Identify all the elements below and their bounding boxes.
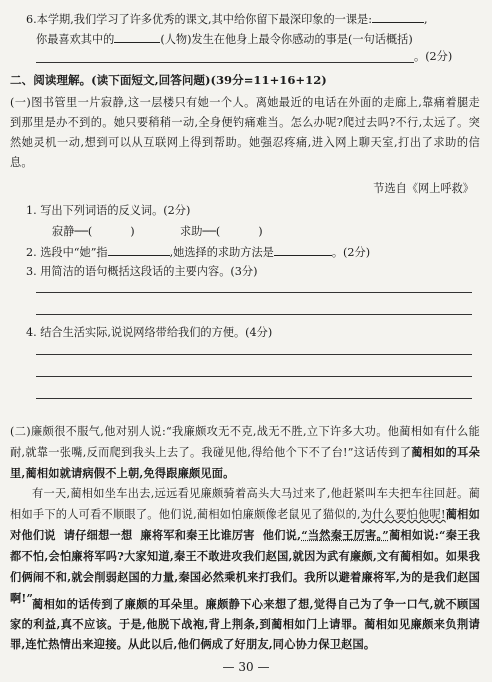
q1-close-2: ) [258,225,263,238]
passage-1 [10,93,480,181]
q1-word-2: 求助──( [180,225,221,238]
q6-line2 [36,30,413,47]
passage-2-p2-bold-5: 蔺相如说:“秦王我都不怕,会怕廉将军吗?大家知道,秦王不敢进攻我们赵国,就因为武有廉颇,文有蔺相如。如果我们俩闹不和,就会削弱赵国的力量,秦国必然乘机来打我们。我所以避着廉将军,为的是我们赵国啊!” [10,528,480,605]
passage-2-p2-bold-2: 请仔细想一想 [63,528,133,542]
q3-answer-line-2[interactable] [36,314,472,315]
q6-blank-person[interactable] [114,30,160,43]
passage-2-p3: 蔺相如的话传到了廉颇的耳朵里。廉颇静下心来想了想,觉得自己为了争一口气,就不顾国家的利益,真不应该。于是,他脱下战袍,背上荆条,到蔺相如门上请罪。蔺相如见廉颇来负荆请罪,连忙热情出来迎接。从此以后,他们俩成了好朋友,同心协力保卫赵国。 [10,597,480,651]
q6-blank-lesson[interactable] [372,10,424,23]
q3-answer-line-1[interactable] [36,292,472,293]
q6-comma: , [424,13,428,26]
section-2-header: 二、阅读理解。(读下面短文,回答问题)(39分=11+16+12) [10,73,327,87]
passage-1-label: (一) [10,96,31,109]
passage-2-p1-text: 廉颇很不服气,他对别人说:“我廉颇攻无不克,战无不胜,立下许多大功。他蔺相如有什么能耐,就靠一张嘴,反而爬到我头上去了。我碰见他,得给他个下不了台!”这话传到了 [10,425,480,459]
page-number: — 30 — [222,660,270,674]
q1-close-1: ) [130,225,135,238]
passage-2-p2-bold-1: 蔺相如对他们说 [10,507,480,542]
q6-answer-line[interactable] [36,62,414,63]
q3-prompt: 3. 用简洁的语句概括这段话的主要内容。(3分) [26,265,258,278]
passage-2-p1 [10,422,480,482]
q4-answer-line-1[interactable] [36,354,472,355]
passage-1-source: 节选自《网上呼救》 [373,182,474,195]
q2-prompt-1: 2. 选段中“她”指 [26,246,108,259]
q6-score: 。(2分) [414,50,453,63]
q4-answer-line-2[interactable] [36,376,472,377]
passage-1-text: 图书管里一片寂静,这一层楼只有她一个人。离她最近的电话在外面的走廊上,靠痛着腿走到那里是办不到的。她只要稍稍一动,全身便钓痛难当。怎么办呢?爬过去吗?不行,太远了。突然她灵机一动,想到可以从互联网上得到帮助。她强忍疼痛,进入网上聊天室,打出了求助的信息。 [10,96,480,169]
q2-prompt-2: ,她选择的求助方法是 [169,246,274,259]
passage-2-p2 [10,484,480,605]
q4-answer-line-3[interactable] [36,398,472,399]
q1-word-1: 寂静──( [52,225,93,238]
q1-pair-1 [52,223,135,239]
passage-2-label: (二) [10,425,31,438]
passage-2-p2-wavy: 为什么要怕他呢! [360,508,446,521]
q2-line [26,243,370,260]
passage-2-p1-bold: 蔺相如的耳朵里,蔺相如就请病假不上朝,免得跟廉颇见面。 [10,445,480,480]
passage-2-p2-bold-4: 他们说, [262,528,302,542]
q6-prompt-1: 6.本学期,我们学习了许多优秀的课文,其中给你留下最深印象的一课是: [26,13,372,26]
q4-prompt: 4. 结合生活实际,说说网络带给我们的方便。(4分) [26,326,273,339]
q2-blank-who[interactable] [108,243,170,256]
q6-prompt-3: (人物)发生在他身上最令你感动的事是(一句话概括) [160,33,413,46]
passage-2-p2-text-1: 有一天,蔺相如坐车出去,远远看见廉颇骑着高头大马过来了,他赶紧叫车夫把车往回赶。蔺相如手下的人可看不顺眼了。他们说,蔺相如怕廉颇像老鼠见了猫似的, [10,487,480,521]
passage-2-p2-bold-3: 廉将军和秦王比谁厉害 [140,528,255,542]
q6-prompt-2: 你最喜欢其中的 [36,33,115,46]
q1-pair-2 [180,223,263,239]
passage-2-p2-dotted: “当然秦王厉害。” [301,528,389,542]
q6-line1 [26,10,428,27]
q2-score: 。(2分) [331,246,371,259]
q1-prompt: 1. 写出下列词语的反义词。(2分) [26,204,191,217]
q2-blank-method[interactable] [274,243,332,256]
